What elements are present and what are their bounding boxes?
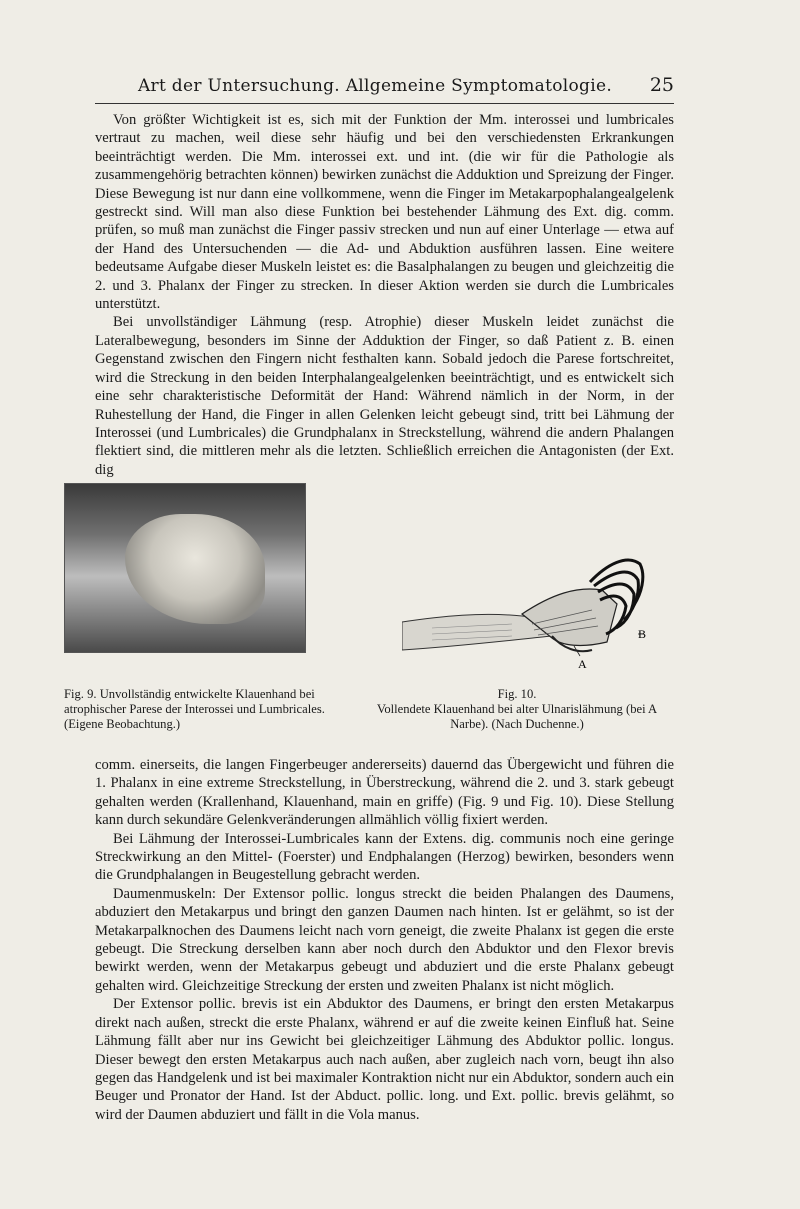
claw-hand-photo — [125, 514, 265, 624]
figure-10-caption — [360, 687, 674, 732]
figure-9-label: Fig. 9. — [64, 687, 97, 701]
paragraph-extensor-brevis: Der Extensor pollic. brevis ist ein Abduktor des Daumens, er bringt den ersten Metakarpus direkt nach außen, streckt die erste Phalanx, während er auf die zweite keinen Einfluß hat. Seine Lähmung fällt aber nur ins Gewicht bei gleichzeitiger Lähmung des Abduktor pollic. longus. Dieser bewegt den ersten Metakarpus auch nach außen, aber zugleich nach vorn, beugt ihn also gegen das Handgelenk und ist bei maximaler Kontraktion nicht nur ein Abduktor, sondern auch ein Beuger und Pronator der Hand. Ist der Abduct. pollic. long. und Ext. pollic. brevis gelähmt, so wird der Daumen abduziert und fällt in die Vola manus. — [95, 996, 674, 1123]
figure-9-caption — [64, 687, 334, 732]
paragraph-incomplete-paralysis: Bei unvollständiger Lähmung (resp. Atrophie) dieser Muskeln leidet zunächst die Lateralbewegung, besonders im Sinne der Adduktion der Finger, so daß Patient z. B. einen Gegenstand zwischen den Fingern nicht festhalten kann. Sobald jedoch die Parese fortschreitet, wird die Streckung in den beiden Interphalangealgelenken beeinträchtigt, und es entwickelt sich eine sehr charakteristische Deformität der Hand: Während nämlich in der Norm, in der Ruhestellung der Hand, die Finger in allen Gelenken leicht gebeugt sind, tritt bei Lähmung der Interossei (und Lumbricales) die Grundphalanx in Streckstellung, während die andern Phalangen flektiert sind, die mittleren mehr als die letzten. Schließlich erreichen die Antagonisten (der Ext. dig — [95, 314, 674, 478]
figure-10-label: Fig. 10. — [497, 687, 537, 701]
paragraph-claw-hand: comm. einerseits, die langen Fingerbeuger andererseits) dauernd das Übergewicht und führen die 1. Phalanx in eine extreme Streckstellung, in Überstreckung, während die 2. und 3. stark gebeugt gehalten werden (Krallenhand, Klauenhand, main en griffe) (Fig. 9 und Fig. 10). Diese Stellung kann durch sekundäre Gelenkveränderungen allmählich völlig fixiert werden. — [95, 757, 674, 829]
page-number: 25 — [649, 74, 674, 96]
figure-9-photo — [64, 483, 306, 653]
figure-9-caption-text: Unvollständig entwickelte Klauenhand bei atrophischer Parese der Interossei und Lumbricales. (Eigene Beobachtung.) — [64, 687, 325, 731]
running-header: Art der Untersuchung. Allgemeine Symptomatologie. — [137, 76, 613, 96]
marker-b: B — [638, 627, 647, 641]
paragraph-interossei-function: Von größter Wichtigkeit ist es, sich mit der Funktion der Mm. interossei und lumbricales vertraut zu machen, weil diese sehr häufig und bei den verschiedensten Erkrankungen beeinträchtigt werden. Die Mm. interossei ext. und int. (die wir für die Pathologie als zusammengehörig betrachten können) bewirken zunächst die Adduktion und Spreizung der Finger. Diese Bewegung ist nur dann eine vollkommene, wenn die Finger im Metakarpophalangealgelenk gestreckt sind. Will man also diese Funktion bei bestehender Lähmung des Ext. dig. comm. prüfen, so muß man zunächst die Finger passiv strecken und nun auf einer Unterlage — etwa auf der Hand des Untersuchenden — die Ad- und Abduktion ausführen lassen. Eine weitere bedeutsame Aufgabe dieser Muskeln leistet es: die Basalphalangen zu beugen und gleichzeitig die 2. und 3. Phalanx der Finger zu strecken. In dieser Aktion werden sie durch die Lumbricales unterstützt. — [95, 112, 674, 313]
paragraph-extensor-communis: Bei Lähmung der Interossei-Lumbricales kann der Extens. dig. communis noch eine geringe Streckwirkung an den Mittel- (Foerster) und Endphalangen (Herzog) bewirken, besonders wenn die Grundphalangen in Beugestellung gebracht werden. — [95, 830, 674, 884]
figure-10-caption-text: Vollendete Klauenhand bei alter Ulnarislähmung (bei A Narbe). (Nach Duchenne.) — [376, 702, 658, 731]
text-block-top — [95, 111, 674, 479]
claw-hand-drawing — [402, 524, 648, 672]
header-rule — [95, 103, 674, 104]
figure-10-illustration — [402, 524, 648, 672]
paragraph-thumb-muscles: Daumenmuskeln: Der Extensor pollic. longus streckt die beiden Phalangen des Daumens, abduziert den Metakarpus und bringt den ganzen Daumen nach hinten. Ist er gelähmt, so ist der Metakarpalknochen des Daumens leicht nach vorn geneigt, die zweite Phalanx ist gegen die erste gebeugt. Die Streckung derselben kann aber noch durch den Abduktor und den Flexor brevis bewirkt werden, wenn der Metakarpus gebeugt und abduziert und die erste Phalanx gebeugt gehalten wird. Gleichzeitige Streckung der ersten und zweiten Phalanx ist nicht möglich. — [95, 885, 674, 994]
text-block-bottom — [95, 756, 674, 1124]
marker-a: A — [578, 657, 587, 671]
